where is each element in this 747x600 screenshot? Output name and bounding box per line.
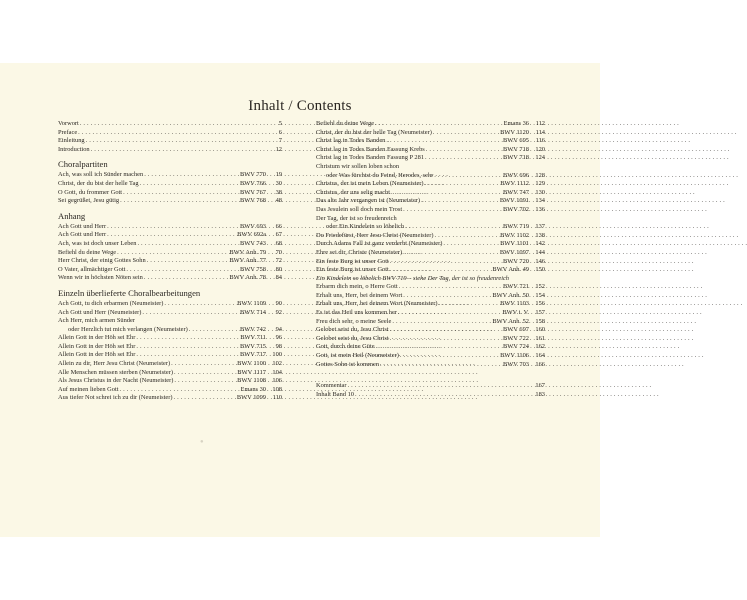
toc-entry-title: Allein zu dir, Herr Jesu Christ (Neumeister) <box>58 360 171 368</box>
toc-entry-catalog-number: BWV Anh. 52 <box>492 317 529 325</box>
dot-leader <box>391 189 502 198</box>
dot-leader <box>355 391 531 400</box>
toc-entry-title: Ach Gott und Herr (Neumeister) <box>58 308 142 316</box>
toc-entry-title: Befiehl du deine Wege <box>58 248 117 256</box>
toc-entry-page: 157 <box>535 309 545 317</box>
dot-leader <box>117 249 228 258</box>
toc-entry-title: Gott, durch deine Güte <box>316 343 375 351</box>
toc-entry-catalog-number: BWV 770 <box>240 171 266 179</box>
contents-page <box>0 63 600 537</box>
toc-entry-title: Befiehl du deine Wege <box>316 120 375 127</box>
toc-entry-page: 144 <box>535 248 545 256</box>
toc-entry-page: 100 <box>272 351 282 359</box>
dot-leader <box>399 283 502 292</box>
toc-entry-title: Ach Gott und Herr <box>58 222 107 230</box>
toc-entry <box>316 223 545 232</box>
toc-entry-page: 167 <box>535 382 545 390</box>
toc-entry-title: Ein feste Burg ist unser Gott <box>316 257 389 265</box>
toc-entry <box>58 180 282 189</box>
toc-entry-catalog-number: BWV 711 <box>240 334 266 342</box>
toc-entry-page: 108 <box>272 385 282 393</box>
toc-entry-title: Wenn wir in höchsten Nöten sein <box>58 274 143 282</box>
toc-entry-title: Aus tiefer Not schrei ich zu dir (Neumeister) <box>58 394 173 402</box>
toc-entry-catalog-number: BWV 718 <box>503 154 529 162</box>
dot-leader <box>426 146 502 155</box>
toc-entry-page: 156 <box>535 300 545 308</box>
toc-entry-page: 146 <box>535 257 545 265</box>
dot-leader <box>174 369 236 378</box>
toc-entry-catalog-number: BWV 696 <box>503 171 529 179</box>
dot-leader <box>144 171 239 180</box>
toc-entry-page: 70 <box>275 248 282 256</box>
toc-entry-catalog-number: BWV 1091 <box>499 197 529 205</box>
toc-entry-page: 160 <box>535 326 545 334</box>
toc-entry-catalog-number: Emans 36 <box>503 120 529 127</box>
toc-entry-catalog-number: BWV 747 <box>503 188 529 196</box>
toc-entry-title: Gelobet seist du, Jesu Christ <box>316 334 389 342</box>
toc-entry <box>316 292 545 301</box>
toc-entry <box>316 180 545 189</box>
toc-entry-page: 183 <box>535 390 545 398</box>
toc-entry <box>58 377 282 386</box>
toc-entry-catalog-number: BWV 1101 <box>500 240 529 248</box>
faint-mark: ● <box>200 439 204 445</box>
toc-entry-title: Ach Gott, tu dich erbarmen (Neumeister) <box>58 299 164 307</box>
toc-entry-catalog-number: BWV 692a <box>237 231 266 239</box>
toc-entry-title: Introduction <box>58 145 90 153</box>
toc-entry-page: 68 <box>275 239 282 247</box>
toc-entry-catalog-number: BWV 1112 <box>500 180 529 188</box>
toc-entry <box>58 309 282 318</box>
toc-entry <box>58 240 282 249</box>
toc-entry <box>58 137 282 146</box>
toc-entry-page: 158 <box>535 317 545 325</box>
toc-entry-page: 164 <box>535 352 545 360</box>
toc-entry-catalog-number: BWV 722 <box>503 334 529 342</box>
toc-entry-catalog-number: BWV 715 <box>240 342 266 350</box>
toc-entry-catalog-number: BWV 703 <box>503 360 529 368</box>
toc-entry-title: Ehre sei dir, Christe (Neumeister) <box>316 248 403 256</box>
dot-leader <box>434 172 502 181</box>
toc-entry-title: Kommentar <box>316 382 347 390</box>
toc-entry <box>58 386 282 395</box>
toc-entry-title: Einleitung <box>58 137 85 145</box>
toc-entry-page: 154 <box>535 291 545 299</box>
toc-entry-title: Allein Gott in der Höh sei Ehr <box>58 334 136 342</box>
toc-entry-catalog-number: BWV Anh. 78 <box>229 274 266 282</box>
toc-entry-catalog-number: BWV 742 <box>240 325 266 333</box>
toc-entry-title: Christ lag in Todes Banden Fassung P 281 <box>316 154 425 162</box>
toc-entry <box>58 231 282 240</box>
toc-entry <box>58 171 282 180</box>
toc-entry <box>58 120 282 129</box>
dot-leader <box>348 382 531 391</box>
toc-entry-catalog-number: BWV 1108 <box>237 377 266 385</box>
dot-leader <box>107 223 239 232</box>
toc-entry <box>316 137 545 146</box>
toc-entry <box>316 232 545 241</box>
toc-entry-page: 80 <box>275 265 282 273</box>
toc-entry-page: 110 <box>272 394 282 402</box>
toc-entry <box>316 146 545 155</box>
toc-entry-page: 138 <box>535 231 545 239</box>
dot-leader <box>144 274 229 283</box>
toc-entry <box>316 352 545 361</box>
toc-entry-title: Christ, der du bist der helle Tag (Neumeister) <box>316 128 432 136</box>
toc-entry <box>316 343 545 352</box>
toc-entry-page: 102 <box>272 360 282 368</box>
toc-entry-page: 114 <box>535 128 545 136</box>
toc-entry <box>316 120 545 129</box>
dot-leader <box>386 137 502 146</box>
toc-entry-page: 124 <box>535 154 545 162</box>
toc-entry <box>58 300 282 309</box>
toc-entry <box>316 206 545 215</box>
dot-leader <box>403 249 499 258</box>
toc-entry-catalog-number: BWV 758 <box>240 265 266 273</box>
toc-entry-title: Gott, ist mein Heil (Neumeister) <box>316 352 399 360</box>
toc-entry <box>316 258 545 267</box>
toc-entry-catalog-number: BWV 743 <box>240 239 266 247</box>
toc-entry-title: Du Friedefürst, Herr Jesu Christ (Neumeister) <box>316 231 434 239</box>
toc-entry <box>316 249 545 258</box>
toc-entry-title: Als Jesus Christus in der Nacht (Neumeister) <box>58 377 174 385</box>
toc-entry <box>316 309 545 318</box>
toc-entry <box>58 274 282 283</box>
toc-entry-title: Christ lag in Todes Banden <box>316 137 386 145</box>
dot-leader <box>91 146 268 155</box>
toc-entry <box>58 351 282 360</box>
toc-entry-title: Christus, der ist mein Leben (Neumeister) <box>316 180 424 188</box>
dot-leader <box>78 129 268 138</box>
toc-entry-catalog-number: BWV 766 <box>240 179 266 187</box>
toc-entry-page: 67 <box>275 231 282 239</box>
toc-entry-page: 104 <box>272 368 282 376</box>
toc-entry-catalog-number: BWV 767 <box>240 188 266 196</box>
toc-entry <box>316 172 545 181</box>
toc-entry-page: 96 <box>275 334 282 342</box>
toc-entry-title: Christ lag in Todes Banden Fassung Krebs <box>316 145 425 153</box>
toc-entry-page: 98 <box>275 342 282 350</box>
dot-leader <box>80 120 268 129</box>
toc-entry <box>58 334 282 343</box>
toc-entry-catalog-number: BWV 724 <box>503 343 529 351</box>
toc-entry-page: 38 <box>275 188 282 196</box>
section-heading-anhang: Anhang <box>58 210 86 221</box>
toc-entry-page: 136 <box>535 205 545 213</box>
dot-leader <box>120 386 240 395</box>
toc-entry-catalog-number: BWV 693 <box>240 222 266 230</box>
toc-entry-title: O Vater, allmächtiger Gott <box>58 265 126 273</box>
dot-leader <box>136 351 239 360</box>
toc-entry-title: Das Jesulein soll doch mein Trost <box>316 205 403 213</box>
toc-entry-title: Christum wir sollen loben schon <box>316 162 400 170</box>
toc-entry <box>58 317 282 326</box>
toc-entry-title: Ein feste Burg ist unser Gott <box>316 266 389 274</box>
toc-entry-page: 6 <box>278 128 282 136</box>
toc-entry <box>58 266 282 275</box>
dot-leader <box>120 197 239 206</box>
dot-leader <box>171 360 236 369</box>
dot-leader <box>392 318 491 327</box>
toc-entry <box>316 361 545 370</box>
toc-entry-page: 48 <box>275 197 282 205</box>
toc-entry-catalog-number: BWV 718 <box>503 145 529 153</box>
toc-entry-title: Es ist das Heil uns kommen her <box>316 309 397 317</box>
dot-leader <box>123 189 239 198</box>
toc-entry-page: 112 <box>535 120 545 127</box>
dot-leader <box>403 206 502 215</box>
dot-leader <box>142 309 239 318</box>
toc-entry <box>316 129 545 138</box>
toc-entry-page: 72 <box>275 257 282 265</box>
dot-leader <box>140 180 239 189</box>
toc-entry-title: Durch Adams Fall ist ganz verderbt (Neumeister) <box>316 240 443 248</box>
toc-entry-title: Erhalt uns, Herr, bei deinem Wort (Neumeister) <box>316 300 438 308</box>
dot-leader <box>390 266 492 275</box>
toc-entry-catalog-number: BWV 714 <box>240 308 266 316</box>
toc-entry-catalog-number: BWV 768 <box>240 197 266 205</box>
toc-entry <box>316 283 545 292</box>
toc-entry-catalog-number: BWV Anh. 49 <box>492 266 529 274</box>
dot-leader <box>421 197 499 206</box>
dot-leader <box>147 257 229 266</box>
section-heading-einzeln: Einzeln überlieferte Choralbearbeitungen <box>58 287 201 298</box>
toc-entry <box>58 223 282 232</box>
toc-entry <box>58 249 282 258</box>
toc-entry-title: Ach Gott und Herr <box>58 231 107 239</box>
dot-leader <box>137 240 239 249</box>
toc-entry-page: 12 <box>275 145 282 153</box>
dot-leader <box>400 352 499 361</box>
toc-entry <box>58 369 282 378</box>
toc-entry-page: 106 <box>272 377 282 385</box>
toc-entry-catalog-number: BWV 1117 <box>237 368 266 376</box>
toc-entry <box>58 394 282 403</box>
toc-entry-page: 128 <box>535 171 545 179</box>
toc-entry-title: Freu dich sehr, o meine Seele <box>316 317 392 325</box>
toc-entry-title: Christ, der du bist der helle Tag <box>58 179 139 187</box>
dot-leader <box>433 129 499 138</box>
toc-entry-title: Allein Gott in der Höh sei Ehr <box>58 351 136 359</box>
dot-leader <box>107 231 236 240</box>
toc-entry <box>58 129 282 138</box>
dot-leader <box>435 232 500 241</box>
toc-entry-title: Der Tag, der ist so freudenreich <box>316 214 397 222</box>
toc-entry-title: Ach, was ist doch unser Leben <box>58 239 137 247</box>
toc-entry-page: 137 <box>535 223 545 231</box>
dot-leader <box>403 292 491 301</box>
toc-entry <box>58 326 282 335</box>
dot-leader <box>405 223 502 232</box>
toc-entry-catalog-number: BWV 1102 <box>500 231 529 239</box>
toc-entry-page: 66 <box>275 222 282 230</box>
toc-entry <box>316 382 545 391</box>
toc-entry-page: 92 <box>275 308 282 316</box>
dot-leader <box>390 335 502 344</box>
toc-entry-page: 130 <box>535 188 545 196</box>
toc-entry-title: oder Ein Kindelein so löbelich <box>326 223 405 231</box>
toc-entry <box>58 257 282 266</box>
toc-entry-title: Sei gegrüßet, Jesu gütig <box>58 197 120 205</box>
toc-entry-title: Preface <box>58 128 78 136</box>
toc-entry-title: Auf meinen lieben Gott <box>58 385 119 393</box>
toc-entry-catalog-number: BWV 1099 <box>236 394 266 402</box>
toc-entry-title: Gelobet seist du, Jesu Christ <box>316 326 389 334</box>
toc-entry-catalog-number: BWV Anh. 50 <box>492 291 529 299</box>
toc-entry <box>316 335 545 344</box>
toc-entry-catalog-number: BWV Anh. 79 <box>229 248 266 256</box>
section-heading-choralpartiten: Choralpartiten <box>58 159 108 170</box>
toc-entry-page: 84 <box>275 274 282 282</box>
toc-entry-catalog-number: BWV 1120 <box>500 128 529 136</box>
toc-entry-catalog-number: BWV 1103 <box>500 300 529 308</box>
toc-entry <box>316 318 545 327</box>
contents-right-column <box>316 120 545 399</box>
toc-entry-page: 120 <box>535 145 545 153</box>
toc-entry <box>316 300 545 309</box>
toc-entry-catalog-number: BWV 702 <box>503 205 529 213</box>
toc-entry <box>316 154 545 163</box>
toc-entry-catalog-number: Emans 30 <box>240 385 266 393</box>
toc-entry-title: Inhalt Band 10 <box>316 390 354 398</box>
toc-entry-catalog-number: BWV 1100 <box>237 360 266 368</box>
toc-entry-title: oder Herzlich tut mich verlangen (Neumeister) <box>68 325 188 333</box>
toc-entry-catalog-number: BWV 695 <box>503 137 529 145</box>
toc-entry-page: 161 <box>535 334 545 342</box>
dot-leader <box>439 300 500 309</box>
dot-leader <box>136 334 239 343</box>
dot-leader <box>390 258 502 267</box>
dot-leader <box>443 240 499 249</box>
toc-entry-page: 7 <box>278 137 282 145</box>
toc-entry-page: 150 <box>535 266 545 274</box>
page-title: Inhalt / Contents <box>248 98 352 114</box>
toc-entry-title: oder Was fürchtst du Feind, Herodes, sehr <box>326 171 434 179</box>
toc-entry <box>316 391 545 400</box>
toc-entry-page: 90 <box>275 299 282 307</box>
dot-leader <box>390 326 502 335</box>
toc-entry-catalog-number: BWV 720 <box>503 257 529 265</box>
toc-entry <box>316 163 545 172</box>
toc-entry-page: 116 <box>535 137 545 145</box>
contents-left-column <box>58 120 282 403</box>
toc-entry <box>316 189 545 198</box>
toc-entry-page: 94 <box>275 325 282 333</box>
dot-leader <box>174 377 236 386</box>
toc-entry-page: 134 <box>535 197 545 205</box>
toc-entry-title: Herr Christ, der einig Gottes Sohn <box>58 257 146 265</box>
toc-entry-catalog-number: BWV i. V. <box>502 309 529 317</box>
dot-leader <box>173 394 235 403</box>
dot-leader <box>425 180 500 189</box>
toc-entry <box>58 360 282 369</box>
toc-entry <box>316 215 545 224</box>
dot-leader <box>126 266 239 275</box>
toc-entry <box>58 189 282 198</box>
toc-entry-page: 142 <box>535 240 545 248</box>
toc-entry-title: Vorwort <box>58 120 79 127</box>
toc-entry-catalog-number: BWV 697 <box>503 326 529 334</box>
dot-leader <box>425 154 502 163</box>
toc-entry-title: O Gott, du frommer Gott <box>58 188 123 196</box>
dot-leader <box>86 137 268 146</box>
toc-entry-title: Ach Herr, mich armen Sünder <box>58 317 135 325</box>
toc-entry-page: 19 <box>275 171 282 179</box>
toc-entry-title: Erhalt uns, Herr, bei deinem Wort <box>316 291 403 299</box>
toc-entry-page: 162 <box>535 343 545 351</box>
toc-entry-catalog-number: BWV 1109 <box>237 299 266 307</box>
toc-entry-title: Ach, was soll ich Sünder machen <box>58 171 144 179</box>
dot-leader <box>164 300 236 309</box>
toc-entry-catalog-number: BWV 721 <box>503 283 529 291</box>
toc-entry-page: 129 <box>535 180 545 188</box>
toc-entry-catalog-number: BWV Anh. 77 <box>229 257 266 265</box>
toc-entry <box>316 197 545 206</box>
toc-entry-title: Alle Menschen müssen sterben (Neumeister) <box>58 368 173 376</box>
toc-entry-title: Gottes Sohn ist kommen <box>316 360 380 368</box>
toc-entry-title: Christus, der uns selig macht <box>316 188 391 196</box>
toc-entry <box>316 326 545 335</box>
dot-leader <box>376 343 502 352</box>
toc-entry <box>58 197 282 206</box>
dot-leader <box>189 326 239 335</box>
toc-entry-title: Das alte Jahr vergangen ist (Neumeister) <box>316 197 421 205</box>
dot-leader <box>380 361 502 370</box>
toc-entry-catalog-number: BWV 717 <box>240 351 266 359</box>
dot-leader <box>136 343 239 352</box>
toc-entry-page: 30 <box>275 179 282 187</box>
toc-entry <box>316 266 545 275</box>
toc-entry-page: 166 <box>535 360 545 368</box>
toc-entry-page: 152 <box>535 283 545 291</box>
toc-entry-page: 5 <box>278 120 282 127</box>
toc-entry-title: Erbarm dich mein, o Herre Gott <box>316 283 398 291</box>
toc-entry <box>316 240 545 249</box>
toc-entry-catalog-number: BWV 1106 <box>500 352 529 360</box>
toc-entry <box>58 146 282 155</box>
toc-entry-title: Allein Gott in der Höh sei Ehr <box>58 342 136 350</box>
toc-entry <box>58 343 282 352</box>
toc-entry-title: Ein Kindelein so löbelich BWV 719 – siehe Der Tag, der ist so freudenreich <box>316 274 509 282</box>
toc-entry <box>316 275 545 284</box>
toc-entry-catalog-number: BWV 1097 <box>499 248 529 256</box>
toc-entry-catalog-number: BWV 719 <box>503 223 529 231</box>
dot-leader <box>398 309 501 318</box>
dot-leader <box>375 120 503 129</box>
